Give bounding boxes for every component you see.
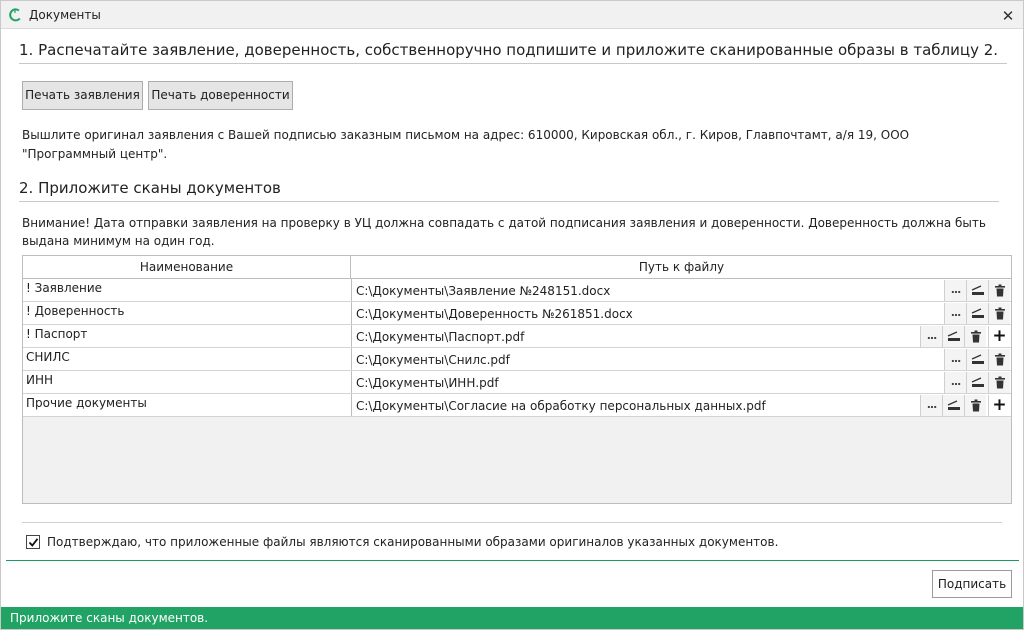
file-path: C:\Документы\Заявление №248151.docx — [356, 284, 611, 298]
column-header-name[interactable]: Наименование — [23, 256, 351, 278]
confirm-label[interactable]: Подтверждаю, что приложенные файлы являются сканированными образами оригиналов указанных документов. — [47, 535, 779, 549]
document-name: ! Доверенность — [23, 302, 352, 324]
document-name: ! Паспорт — [23, 325, 352, 347]
sign-button[interactable]: Подписать — [932, 570, 1012, 598]
step1-heading: 1. Распечатайте заявление, доверенность, собственноручно подпишите и приложите сканированные образы в таблицу 2. — [19, 41, 999, 59]
table-row[interactable] — [23, 279, 1011, 302]
scanner-icon[interactable] — [966, 280, 988, 301]
status-bar: Приложите сканы документов. — [1, 607, 1023, 629]
trash-icon[interactable] — [964, 326, 986, 347]
trash-icon[interactable] — [964, 395, 986, 416]
document-name: СНИЛС — [23, 348, 352, 370]
app-logo-icon — [8, 8, 22, 22]
column-header-path[interactable]: Путь к файлу — [638, 260, 725, 274]
print-proxy-button[interactable]: Печать доверенности — [148, 81, 293, 110]
browse-icon[interactable]: ... — [944, 349, 966, 370]
scanner-icon[interactable] — [942, 326, 964, 347]
table-row[interactable] — [23, 394, 1011, 417]
trash-icon[interactable] — [988, 349, 1010, 370]
mail-instructions: Вышлите оригинал заявления с Вашей подписью заказным письмом на адрес: 610000, Кировская обл., г. Киров, Главпочтамт, а/я 19, ООО "Программный центр". — [22, 128, 910, 161]
footer-divider — [6, 560, 1019, 561]
close-icon[interactable]: ✕ — [1001, 7, 1015, 25]
plus-icon[interactable]: + — [988, 395, 1010, 416]
divider — [22, 522, 1002, 523]
file-path: C:\Документы\Снилс.pdf — [356, 353, 510, 367]
table-row[interactable] — [23, 302, 1011, 325]
trash-icon[interactable] — [988, 280, 1010, 301]
scanner-icon[interactable] — [942, 395, 964, 416]
scanner-icon[interactable] — [966, 349, 988, 370]
documents-table — [22, 255, 1012, 504]
document-name: ИНН — [23, 371, 352, 393]
browse-icon[interactable]: ... — [944, 372, 966, 393]
browse-icon[interactable]: ... — [944, 303, 966, 324]
title-bar — [1, 1, 1023, 29]
scanner-icon[interactable] — [966, 372, 988, 393]
trash-icon[interactable] — [988, 303, 1010, 324]
browse-icon[interactable]: ... — [944, 280, 966, 301]
checkmark-icon — [28, 537, 39, 548]
trash-icon[interactable] — [988, 372, 1010, 393]
table-row[interactable] — [23, 371, 1011, 394]
browse-icon[interactable]: ... — [920, 395, 942, 416]
document-name: ! Заявление — [23, 279, 352, 301]
divider — [19, 63, 1007, 64]
divider — [19, 201, 999, 202]
print-application-button[interactable]: Печать заявления — [22, 81, 143, 110]
file-path: C:\Документы\Согласие на обработку персональных данных.pdf — [356, 399, 766, 413]
browse-icon[interactable]: ... — [920, 326, 942, 347]
scanner-icon[interactable] — [966, 303, 988, 324]
file-path: C:\Документы\Паспорт.pdf — [356, 330, 525, 344]
confirm-checkbox[interactable] — [26, 535, 40, 549]
document-name: Прочие документы — [23, 394, 352, 416]
window-title: Документы — [29, 8, 101, 22]
table-row[interactable] — [23, 348, 1011, 371]
step2-heading: 2. Приложите сканы документов — [19, 179, 281, 197]
plus-icon[interactable]: + — [988, 326, 1010, 347]
file-path: C:\Документы\ИНН.pdf — [356, 376, 499, 390]
warning-text: Внимание! Дата отправки заявления на проверку в УЦ должна совпадать с датой подписания заявления и доверенности. Доверенность должна быть выдана минимум на один год. — [22, 216, 986, 248]
table-row[interactable] — [23, 325, 1011, 348]
file-path: C:\Документы\Доверенность №261851.docx — [356, 307, 633, 321]
table-header — [23, 256, 1011, 279]
